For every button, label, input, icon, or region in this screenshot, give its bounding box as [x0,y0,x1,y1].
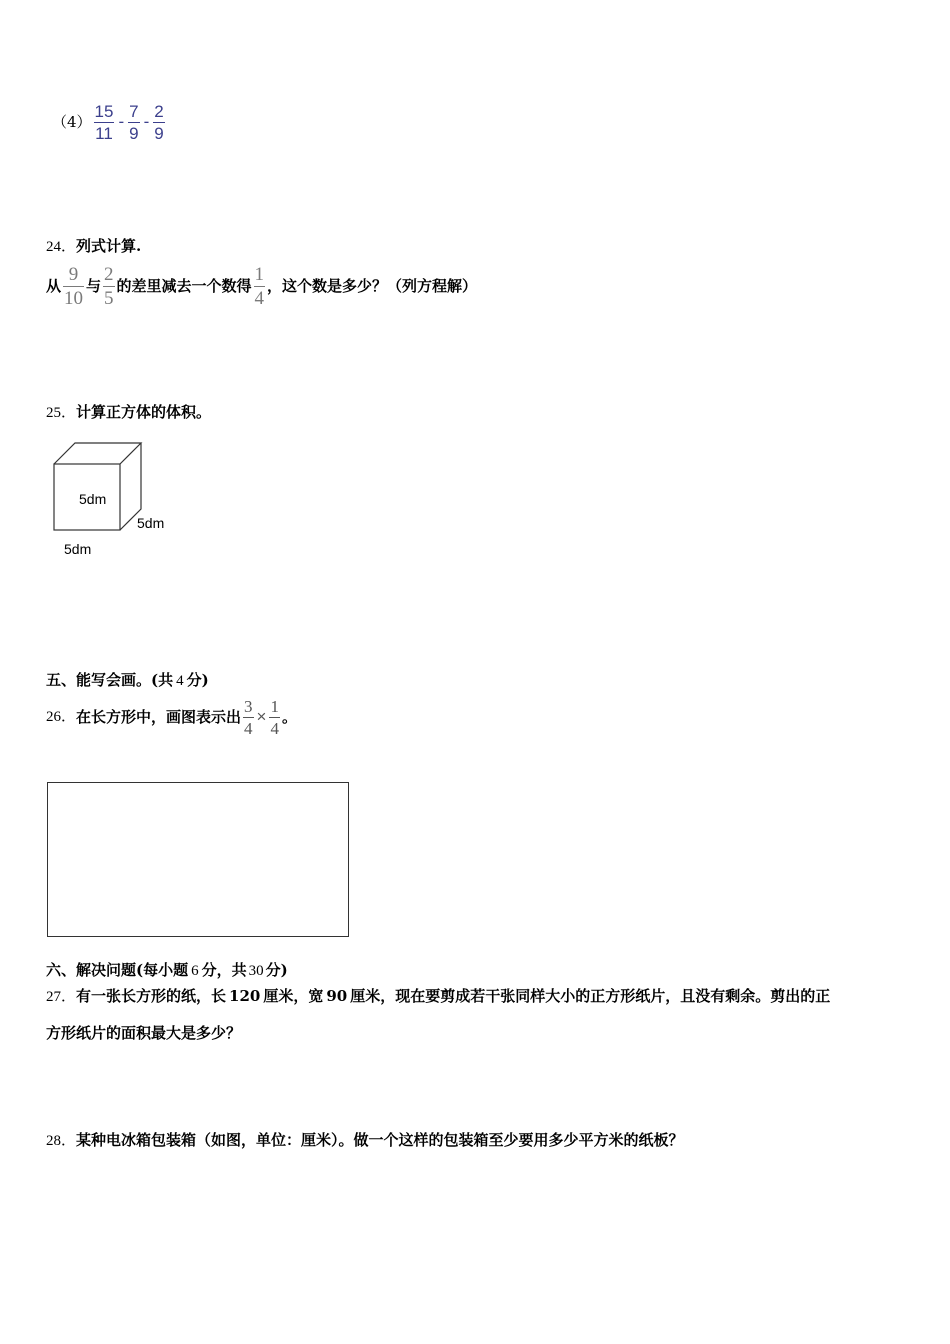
q25-number: 25． [46,405,77,421]
fraction-15-11: $\frac{15}{11}$ [94,101,114,143]
q27-number: 27． [46,989,77,1005]
fraction-3-4: $\frac{3}{4}$ [244,696,253,738]
times-sign: × [256,707,267,726]
cube-depth-label: 5dm [137,515,165,531]
q26-number: 26． [46,709,77,725]
q26-statement: 26． 在长方形中，画图表示出 $\frac{3}{4}$ × $\frac{1}{4}$ 。 [46,696,297,738]
q24-title: 列式计算. [76,237,142,255]
section-6-title: 六、解决问题(每小题 6 分，共 30 分) [46,961,288,979]
section-5-title: 五、能写会画。(共 4 分) [46,671,209,689]
q25-title: 计算正方体的体积。 [76,403,212,421]
q27-line-1: 27．有一张长方形的纸，长 120 厘米，宽 90 厘米，现在要剪成若干张同样大小的正方形纸片，且没有剩余。剪出的正 [46,987,831,1005]
q23-part4-label: （4） [52,113,92,131]
fraction-1-4: $\frac{1}{4}$ [270,696,279,738]
q24-statement: 从 $\frac{9}{10}$ 与 $\frac{2}{5}$ 的差里减去一个数得 $\frac{1}{4}$ ，这个数是多少？（列方程解） [46,263,478,309]
cube-width-label: 5dm [64,541,92,557]
cube-height-label: 5dm [79,491,107,507]
cube-top-face [54,443,141,464]
minus-sign: - [143,112,150,131]
q24-number: 24． [46,239,77,255]
fraction-1-4: $\frac{1}{4}$ [254,263,265,309]
q27-line-2: 方形纸片的面积最大是多少？ [46,1024,242,1042]
fraction-2-9: $\frac{2}{9}$ [154,101,164,143]
fraction-7-9: $\frac{7}{9}$ [129,101,139,143]
cube-diagram [40,436,190,566]
minus-sign: - [118,112,125,131]
fraction-9-10: $\frac{9}{10}$ [64,263,84,309]
q24-heading [46,236,141,257]
fraction-2-5: $\frac{2}{5}$ [104,263,114,309]
q28-number: 28． [46,1133,77,1149]
q23-part4 [52,100,167,144]
drawing-rectangle[interactable] [47,782,349,937]
q25-heading [46,402,211,423]
q28-statement: 28．某种电冰箱包装箱（如图，单位：厘米）。做一个这样的包装箱至少要用多少平方米的纸板？ [46,1131,684,1149]
